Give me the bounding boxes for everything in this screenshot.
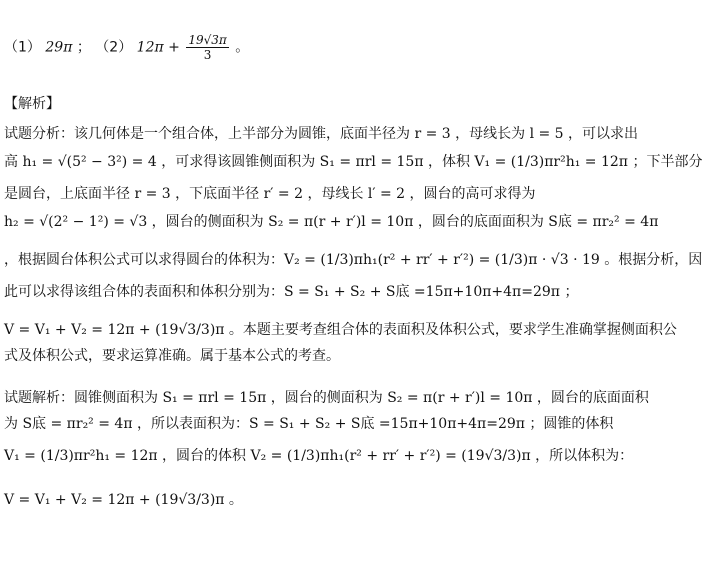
- solution-line-3: V₁ = (1/3)πr²h₁ = 12π ，圆台的体积 V₂ = (1/3)πh₁(r² + rr′ + r′²) = (19√3/3)π ，所以体积为：: [4, 448, 634, 464]
- analysis-header: 【解析】: [4, 96, 60, 112]
- analysis-line-6: 此可以求得该组合体的表面积和体积分别为：S = S₁ + S₂ + S底 =15π+10π+4π=29π ；: [4, 284, 579, 300]
- separator: ；: [76, 39, 91, 56]
- analysis-line-3: 是圆台，上底面半径 r = 3 ，下底面半径 r′ = 2 ，母线长 l′ = 2 ，圆台的高可求得为: [4, 186, 536, 202]
- part1-value: 29π: [45, 39, 73, 56]
- part2-fraction: [186, 34, 228, 61]
- part1-label: （1）: [4, 39, 41, 56]
- part2-prefix: 12π +: [136, 39, 180, 56]
- analysis-line-5: ，根据圆台体积公式可以求得圆台的体积为：V₂ = (1/3)πh₁(r² + rr′ + r′²) = (1/3)π · √3 · 19 。根据分析，因: [4, 252, 702, 268]
- solution-line-4: V = V₁ + V₂ = 12π + (19√3/3)π 。: [4, 492, 243, 508]
- analysis-line-8: 式及体积公式，要求运算准确。属于基本公式的考查。: [4, 348, 340, 364]
- part2-frac-den: 3: [203, 48, 212, 62]
- analysis-line-2: 高 h₁ = √(5² − 3²) = 4 ，可求得该圆锥侧面积为 S₁ = πrl = 15π ，体积 V₁ = (1/3)πr²h₁ = 12π ；下半部分: [4, 154, 702, 170]
- analysis-line-1: 试题分析：该几何体是一个组合体，上半部分为圆锥，底面半径为 r = 3 ，母线长为 l = 5 ，可以求出: [4, 126, 639, 142]
- analysis-line-4: h₂ = √(2² − 1²) = √3 ，圆台的侧面积为 S₂ = π(r + r′)l = 10π ，圆台的底面面积为 S底 = πr₂² = 4π: [4, 214, 659, 230]
- part2-label: （2）: [95, 39, 133, 56]
- analysis-line-7: V = V₁ + V₂ = 12π + (19√3/3)π 。本题主要考查组合体的表面积及体积公式，要求学生准确掌握侧面积公: [4, 322, 677, 338]
- answer-line: [4, 34, 249, 61]
- solution-line-2: 为 S底 = πr₂² = 4π ，所以表面积为：S = S₁ + S₂ + S底 =15π+10π+4π=29π ；圆锥的体积: [4, 416, 614, 432]
- part2-frac-num: 19√3π: [188, 33, 227, 47]
- solution-line-1: 试题解析：圆锥侧面积为 S₁ = πrl = 15π ，圆台的侧面积为 S₂ = π(r + r′)l = 10π ，圆台的底面面积: [4, 390, 649, 406]
- answer-end: 。: [235, 39, 250, 56]
